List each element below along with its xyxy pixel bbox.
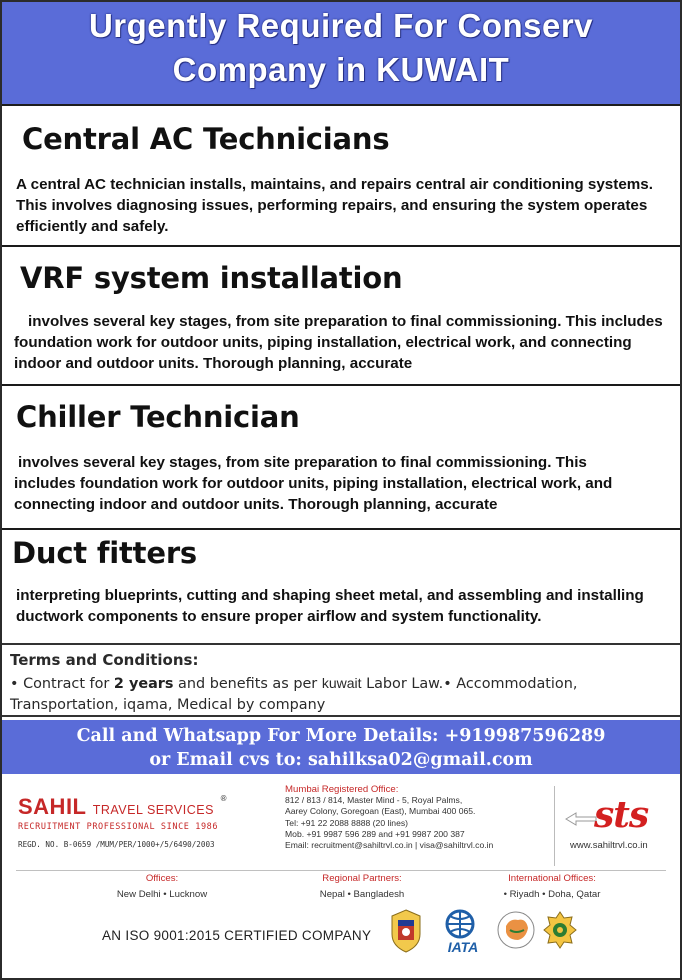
terms-body: [10, 673, 672, 716]
contact-email[interactable]: or Email cvs to: sahilksa02@gmail.com: [149, 750, 533, 770]
partners-locations: Nepal • Bangladesh: [319, 889, 405, 900]
office-line: 812 / 813 / 814, Master Mind - 5, Royal Palms,: [285, 795, 463, 806]
contact-phone[interactable]: Call and Whatsapp For More Details: +919987596289: [76, 726, 606, 746]
terms-text: Accommodation, Transportation, iqama, Medical by company: [10, 676, 578, 713]
offices-column: [72, 872, 252, 904]
header-banner: [2, 2, 680, 106]
registration-number: REGD. NO. B-0659 /MUM/PER/1000+/5/6490/2003: [18, 840, 215, 849]
position-section: [2, 108, 680, 246]
iata-logo-icon: [434, 908, 492, 954]
registered-mark: ®: [220, 794, 227, 803]
position-section: [2, 386, 680, 528]
terms-box: [2, 643, 680, 717]
international-column: [482, 872, 622, 904]
header-line-1: Urgently Required For Conserv: [88, 7, 594, 44]
partners-column: [272, 872, 452, 904]
bullet-icon: •: [443, 676, 452, 692]
bullet-icon: •: [10, 676, 19, 692]
divider: [16, 870, 666, 871]
iso-certification: AN ISO 9001:2015 CERTIFIED COMPANY: [102, 928, 372, 943]
office-line: Aarey Colony, Goregoan (East), Mumbai 400 065.: [285, 806, 476, 817]
sahil-logo: [18, 794, 227, 849]
office-address: [285, 784, 493, 851]
sts-logo-text: sts: [594, 794, 649, 836]
india-emblem-icon: [496, 908, 536, 954]
office-heading: Mumbai Registered Office:: [285, 784, 399, 795]
terms-text: and benefits as per: [173, 676, 322, 692]
terms-title: Terms and Conditions:: [10, 651, 199, 669]
position-section: [2, 247, 680, 385]
sahil-tagline: RECRUITMENT PROFESSIONAL SINCE 1986: [18, 822, 219, 832]
terms-text: Contract for: [23, 676, 114, 692]
contact-banner: [2, 720, 680, 774]
sts-logo: [564, 794, 674, 864]
position-section: [2, 530, 680, 642]
international-locations: • Riyadh • Doha, Qatar: [503, 889, 601, 900]
iata-accreditation-seal-icon: [384, 908, 428, 954]
header-line-2: Company in KUWAIT: [172, 51, 510, 88]
position-title: Chiller Technician: [16, 400, 300, 434]
website-link[interactable]: www.sahiltrvl.co.in: [570, 840, 648, 851]
offices-heading: Offices:: [145, 873, 179, 884]
position-title: Duct fitters: [12, 536, 197, 570]
sahil-brand-suffix: TRAVEL SERVICES: [92, 803, 214, 817]
position-title: Central AC Technicians: [22, 122, 390, 156]
terms-duration: 2 years: [113, 676, 174, 692]
international-heading: International Offices:: [508, 873, 596, 884]
agency-footer: [2, 776, 680, 978]
position-description: A central AC technician installs, maintains, and repairs central air conditioning systems. This involves diagnosing issues, performing repairs, and ensuring the system operates efficiently and safely.: [16, 176, 653, 235]
government-seal-icon: [542, 908, 578, 954]
divider: [554, 786, 555, 866]
arrow-icon: [564, 812, 598, 826]
iata-logo-text: IATA: [447, 939, 479, 954]
office-line: Email: recruitment@sahiltrvl.co.in | visa@sahiltrvl.co.in: [285, 840, 494, 851]
terms-text: Labor Law.: [361, 676, 444, 692]
offices-locations: New Delhi • Lucknow: [116, 889, 208, 900]
position-description: interpreting blueprints, cutting and shaping sheet metal, and assembling and installing ductwork components to ensure proper airflow and system functionality.: [16, 587, 644, 625]
office-line: Mob. +91 9987 596 289 and +91 9987 200 387: [285, 828, 465, 839]
partners-heading: Regional Partners:: [322, 873, 402, 884]
terms-country: kuwait: [321, 675, 362, 691]
position-description: involves several key stages, from site preparation to final commissioning. This includes foundation work for outdoor units, piping installation, electrical work, and connecting indoor and outdoor units. Thorough planning, accurate: [14, 454, 613, 513]
sahil-brand-name: SAHIL: [18, 794, 87, 819]
position-description: involves several key stages, from site preparation to final commissioning. This includes foundation work for outdoor units, piping installation, electrical work, and connecting indoor and outdoor units. Thorough planning, accurate: [14, 313, 663, 372]
position-title: VRF system installation: [20, 261, 403, 295]
office-line: Tel: +91 22 2088 8888 (20 lines): [285, 817, 409, 828]
